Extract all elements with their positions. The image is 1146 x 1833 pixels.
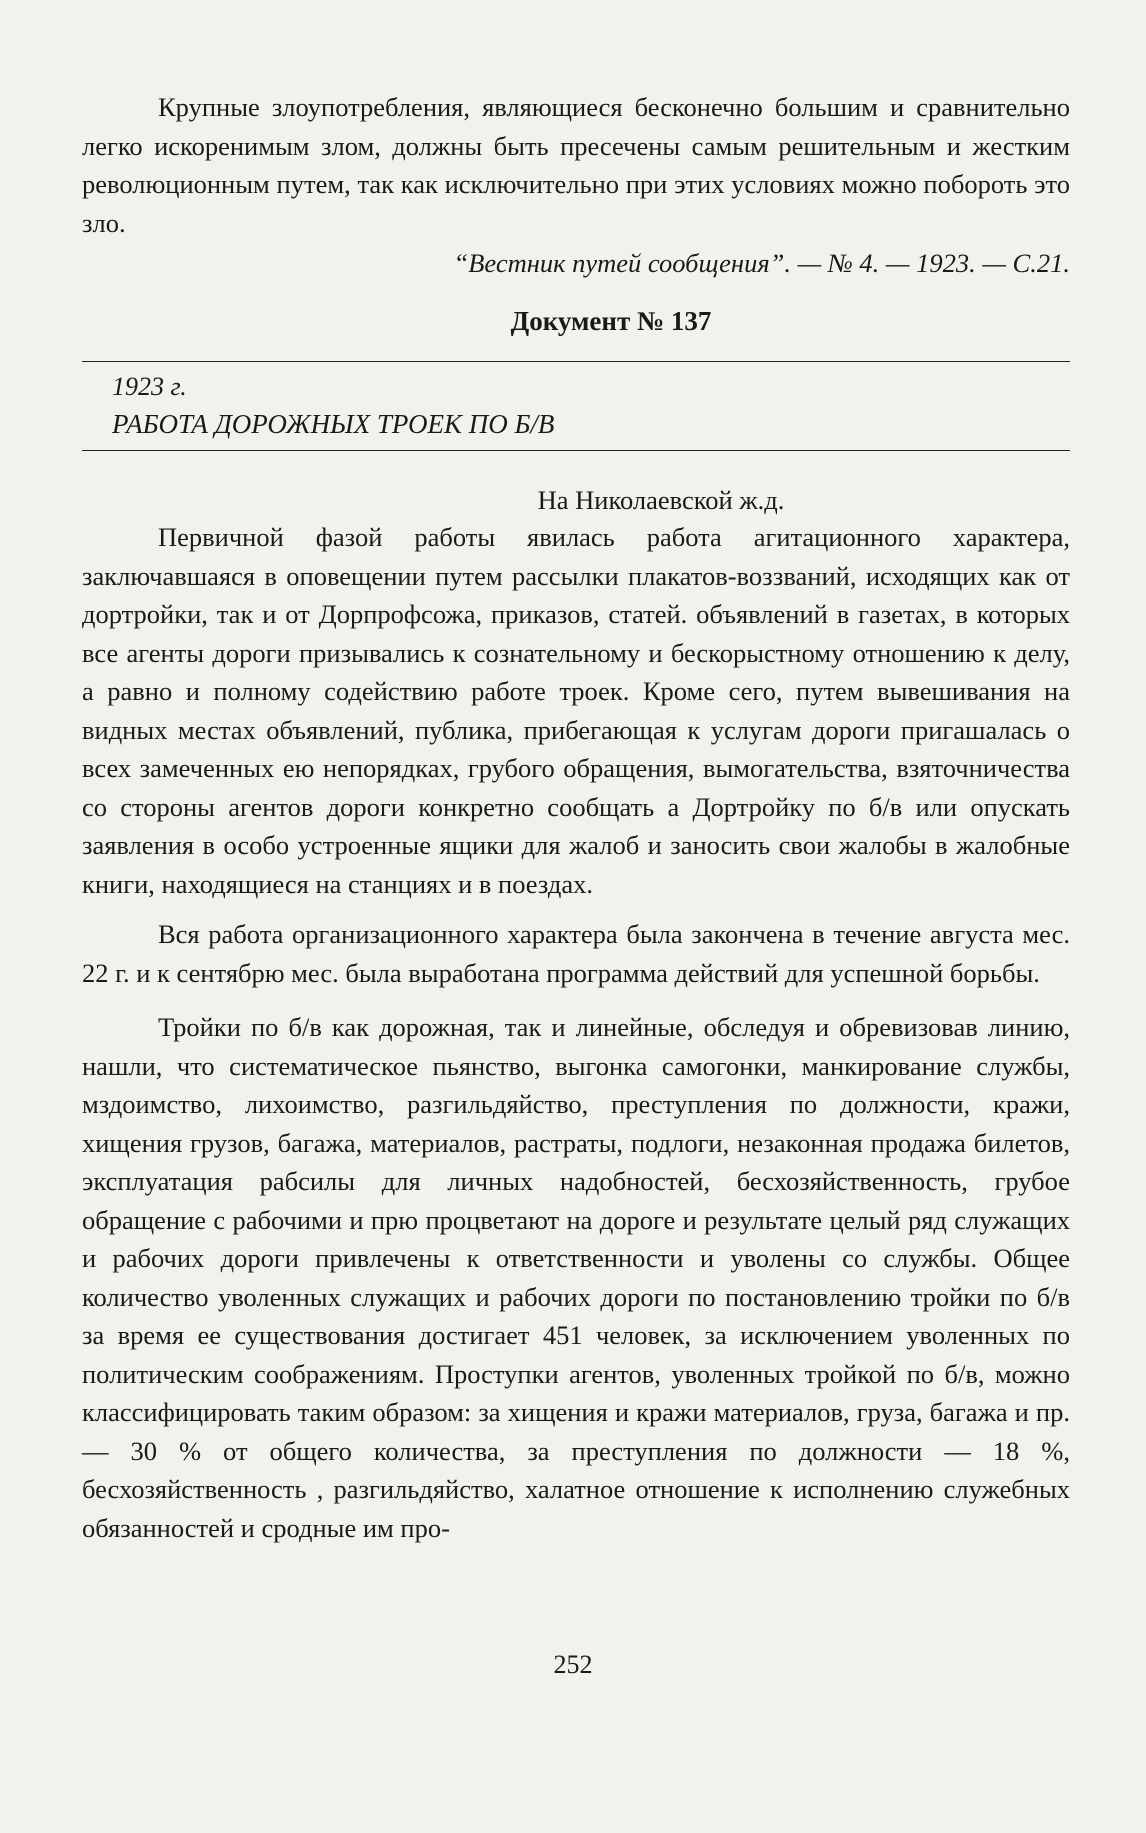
document-title: Документ № 137: [510, 306, 712, 336]
paragraph-1: Первичной фазой работы явилась работа агитационного характера, заключавшаяся в оповещении путем рассылки плакатов-воззваний, исходящих как от дортройки, так и от Дорпрофсожа, приказов, статей. объявлений в газетах, в которых все агенты дороги призывались к сознательному и бескорыстному отношению к делу, а равно и полному содействию работе троек. Кроме сего, путем вывешивания на видных местах объявлений, публика, прибегающая к услугам дороги пригашалась о всех замеченных ею непорядках, грубого обращения, вымогательства, взяточничества со стороны агентов дороги конкретно сообщать а Дортройку по б/в или опускать заявления в особо устроенные ящики для жалоб и заносить свои жалобы в жалобные книги, находящиеся на станциях и в поездах.: [82, 522, 1070, 899]
page-number: 252: [553, 1650, 593, 1679]
top-rule: [82, 361, 1070, 362]
page-body: [82, 88, 1070, 1547]
source-citation: “Вестник путей сообщения”. — № 4. — 1923. — С.21.: [453, 248, 1070, 278]
bottom-rule: [82, 450, 1070, 451]
intro-paragraph: Крупные злоупотребления, являющиеся бесконечно большим и сравнительно легко искоренимым злом, должны быть пресечены самым решительным и жестким революционным путем, так как исключительно при этих условиях можно побороть это зло.: [82, 92, 1070, 238]
document-heading: РАБОТА ДОРОЖНЫХ ТРОЕК ПО Б/В: [112, 409, 555, 439]
document-place: На Николаевской ж.д.: [537, 485, 785, 515]
paragraph-2: Вся работа организационного характера была закончена в течение августа мес. 22 г. и к сентябрю мес. была выработана программа действий для успешной борьбы.: [82, 919, 1070, 988]
document-date: 1923 г.: [112, 372, 187, 401]
paragraph-3: Тройки по б/в как дорожная, так и линейные, обследуя и обревизовав линию, нашли, что систематическое пьянство, выгонка самогонки, манкирование службы, мздоимство, лихоимство, разгильдяйство, преступления по должности, кражи, хищения грузов, багажа, материалов, растраты, подлоги, незаконная продажа билетов, эксплуатация рабсилы для личных надобностей, бесхозяйственность, грубое обращение с рабочими и прю процветают на дороге и результате целый ряд служащих и рабочих дороги привлечены к ответственности и уволены со службы. Общее количество уволенных служащих и рабочих дороги по постановлению тройки по б/в за время ее существования достигает 451 человек, за исключением уволенных по политическим соображениям. Проступки агентов, уволенных тройкой по б/в, можно классифицировать таким образом: за хищения и кражи материалов, груза, багажа и пр. — 30 % от общего количества, за преступления по должности — 18 %, бесхозяйственность , разгильдяйство, халатное отношение к исполнению служебных обязанностей и сродные им про-: [82, 1012, 1070, 1543]
